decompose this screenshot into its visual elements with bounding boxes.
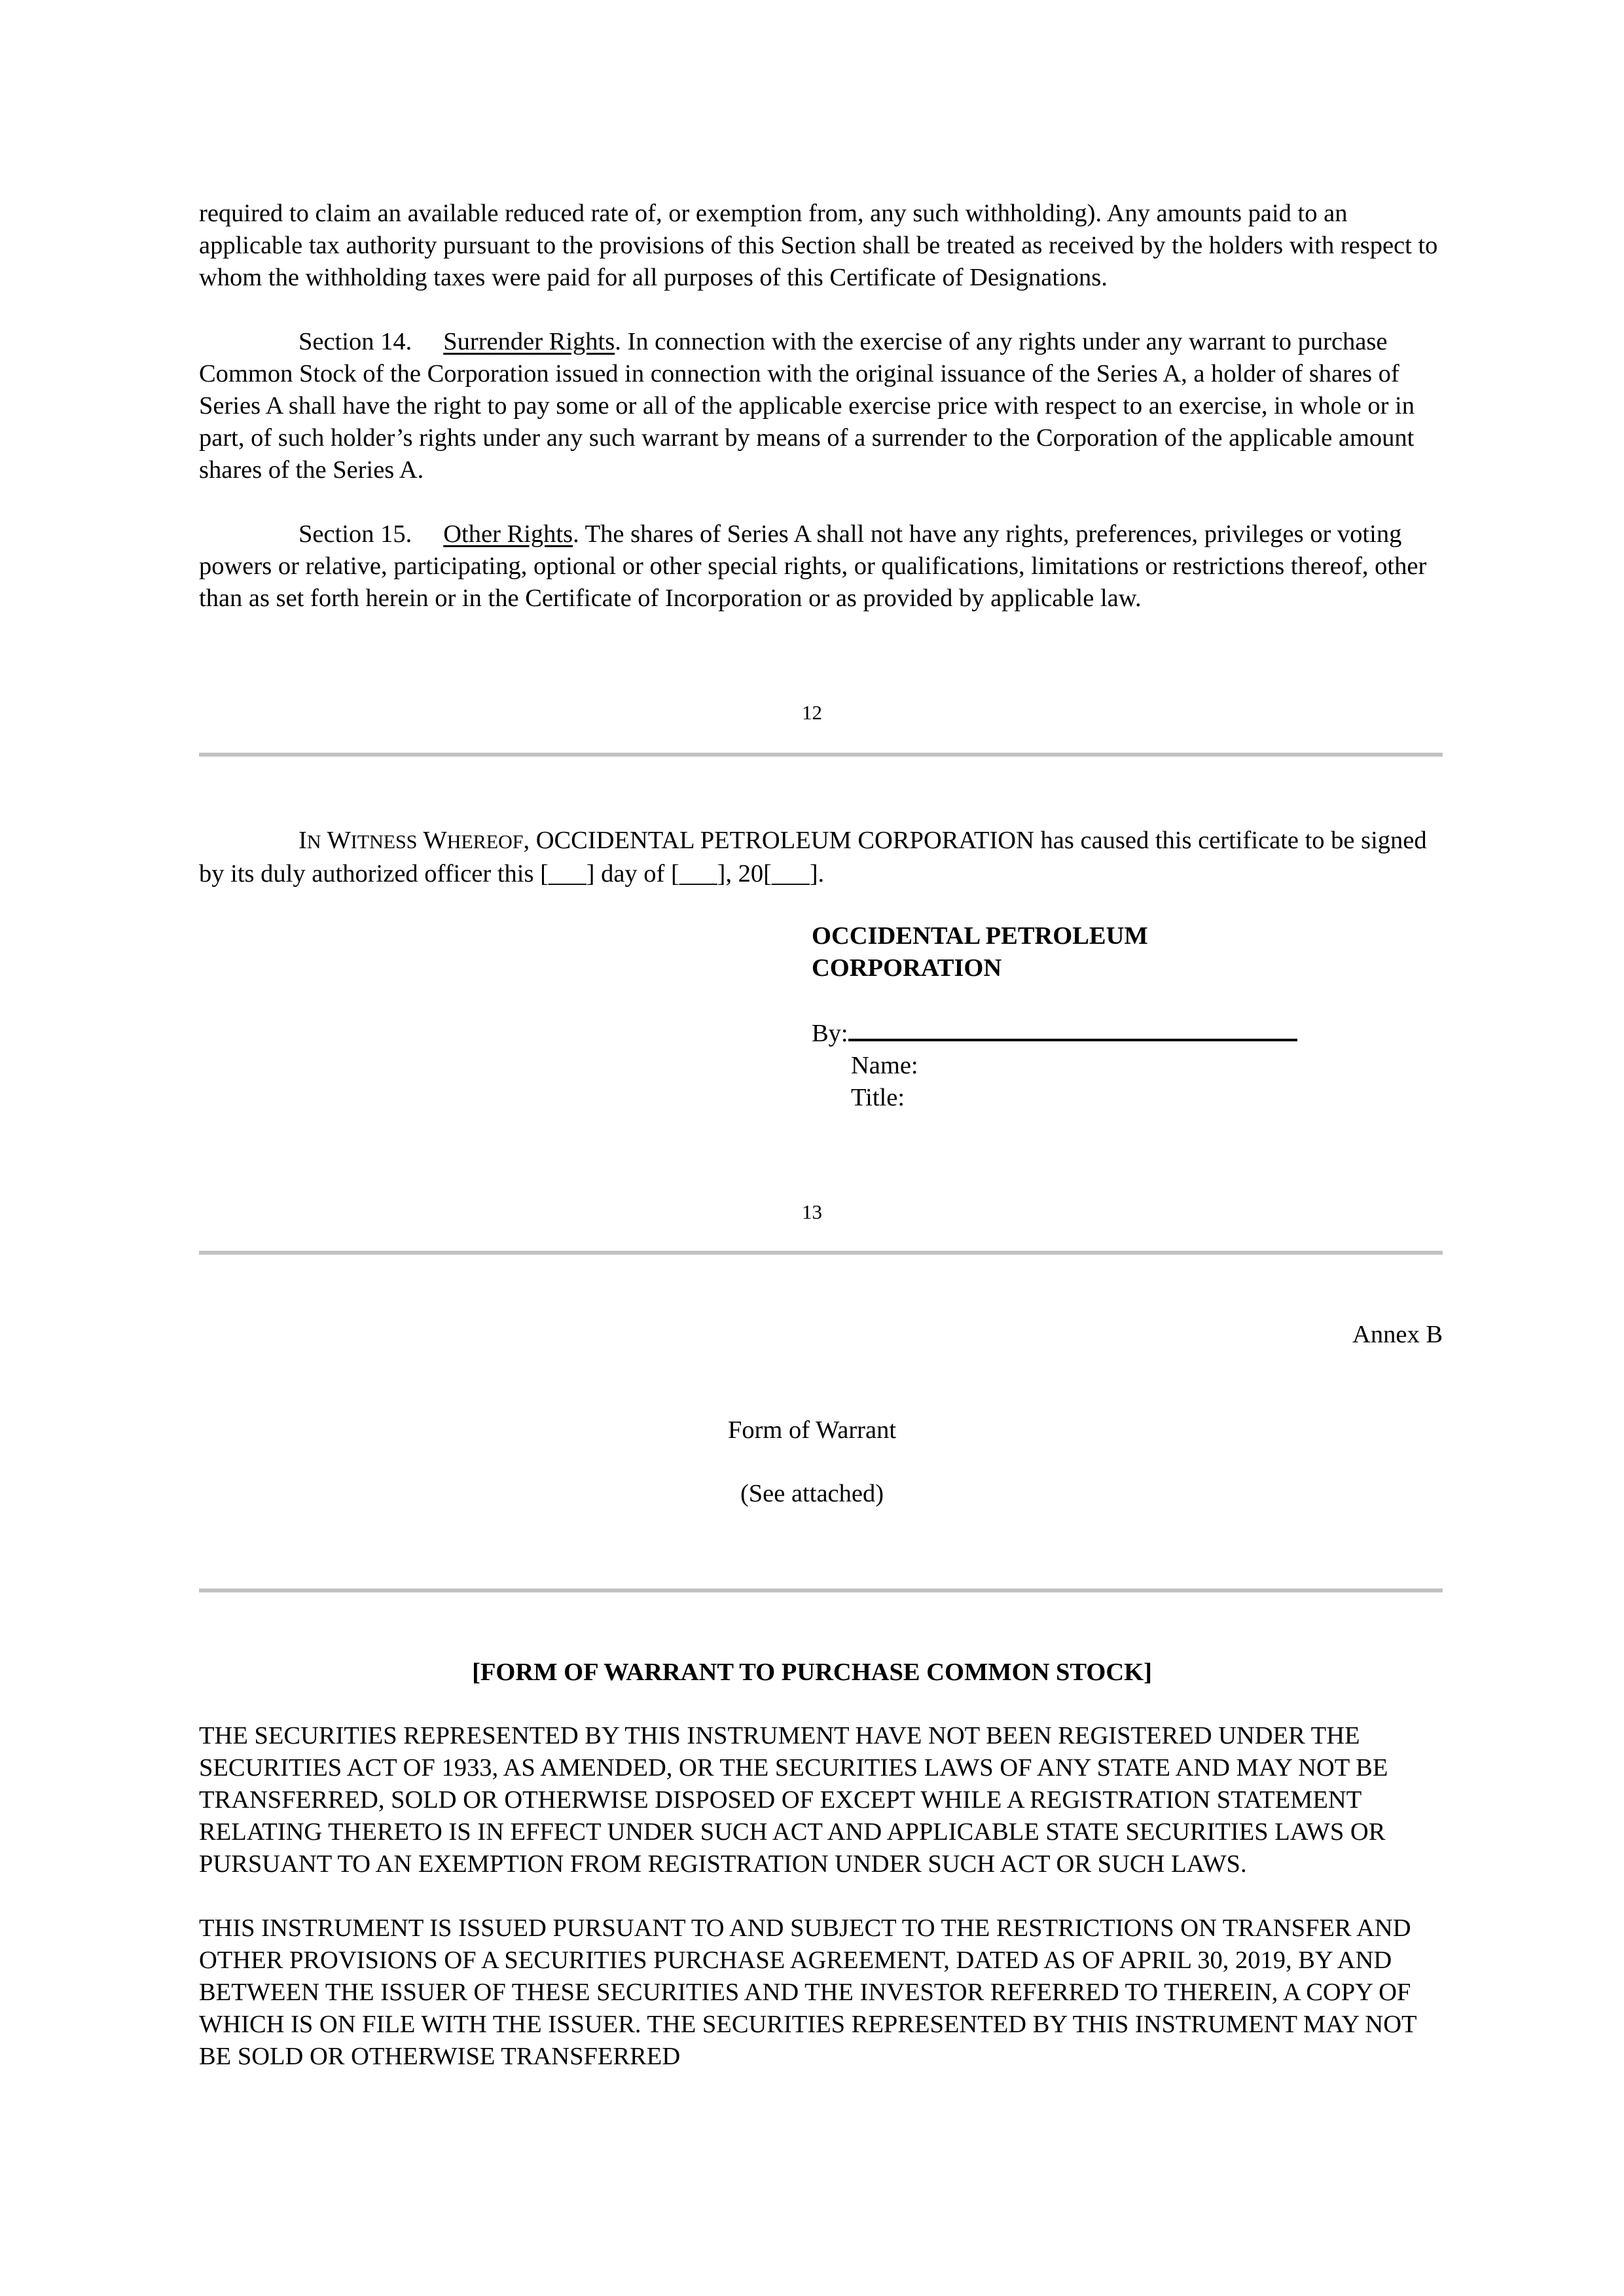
page12-body xyxy=(199,198,1443,615)
section-14-title: Surrender Rights xyxy=(443,328,615,355)
witness-text: , OCCIDENTAL PETROLEUM CORPORATION has caused this certificate to be signed by its duly authorized officer this [___] day of [___], 20[___]. xyxy=(199,827,1427,888)
company-name-line-1: OCCIDENTAL PETROLEUM xyxy=(812,922,1148,950)
transfer-restriction-paragraph: THIS INSTRUMENT IS ISSUED PURSUANT TO AND SUBJECT TO THE RESTRICTIONS ON TRANSFER AND OTHER PROVISIONS OF A SECURITIES PURCHASE AGREEMENT, DATED AS OF APRIL 30, 2019, BY AND BETWEEN THE ISSUER OF THESE SECURITIES AND THE INVESTOR REFERRED TO THEREIN, A COPY OF WHICH IS ON FILE WITH THE ISSUER. THE SECURITIES REPRESENTED BY THIS INSTRUMENT MAY NOT BE SOLD OR OTHERWISE TRANSFERRED xyxy=(199,1914,1416,2070)
name-label: Name: xyxy=(851,1052,918,1079)
page-number-13: 13 xyxy=(802,1200,822,1223)
page-divider xyxy=(199,1588,1443,1592)
warrant-heading: [FORM OF WARRANT TO PURCHASE COMMON STOCK] xyxy=(472,1659,1152,1686)
company-name-line-2: CORPORATION xyxy=(812,954,1002,982)
by-line xyxy=(812,1016,1440,1050)
page13-body xyxy=(199,825,1443,890)
annex-note: (See attached) xyxy=(740,1480,884,1507)
section-14-text: . In connection with the exercise of any rights under any warrant to purchase Common Stock of the Corporation issued in connection with the original issuance of the Series A, a holder of shares of Series A shall have the right to pay some or all of the applicable exercise price with respect to an exercise, in whole or in part, of such holder’s rights under any such warrant by means of a surrender to the Corporation of the applicable amount shares of the Series A. xyxy=(199,328,1415,484)
witness-sc-rest: ITNESS xyxy=(350,831,418,853)
section-15-paragraph xyxy=(199,518,1443,615)
page-number-12: 12 xyxy=(802,701,822,724)
signature-line xyxy=(848,1016,1297,1041)
section-15-title: Other Rights xyxy=(443,520,573,548)
warrant-body xyxy=(199,1720,1443,2073)
section-14-paragraph xyxy=(199,326,1443,486)
withholding-continuation-paragraph: required to claim an available reduced rate of, or exemption from, any such withholding). Any amounts paid to an applicable tax authority pursuant to the provisions of this Section shall be treated as received by the holders with respect to whom the withholding taxes were paid for all purposes of this Certificate of Designations. xyxy=(199,200,1438,291)
witness-sc-letter: I xyxy=(298,827,307,854)
page-divider xyxy=(199,753,1443,757)
witness-sc-rest: N xyxy=(306,831,321,853)
page-divider xyxy=(199,1251,1443,1255)
annex-title: Form of Warrant xyxy=(727,1416,897,1444)
witness-sc-letter: W xyxy=(327,827,351,854)
witness-sc-letter: W xyxy=(423,827,447,854)
signature-block xyxy=(812,920,1440,1114)
section-15-text: . The shares of Series A shall not have any rights, preferences, privileges or voting powers or relative, participating, optional or other special rights, or qualifications, limitations or restrictions thereof, other than as set forth herein or in the Certificate of Incorporation or as provided by applicable law. xyxy=(199,520,1427,612)
section-15-number: Section 15. xyxy=(298,520,412,548)
title-label: Title: xyxy=(851,1084,905,1111)
witness-paragraph xyxy=(199,825,1443,890)
by-label: By: xyxy=(812,1020,848,1047)
annex-label: Annex B xyxy=(1352,1321,1443,1348)
section-14-number: Section 14. xyxy=(298,328,412,355)
securities-legend-paragraph: THE SECURITIES REPRESENTED BY THIS INSTRUMENT HAVE NOT BEEN REGISTERED UNDER THE SECURITIES ACT OF 1933, AS AMENDED, OR THE SECURITIES LAWS OF ANY STATE AND MAY NOT BE TRANSFERRED, SOLD OR OTHERWISE DISPOSED OF EXCEPT WHILE A REGISTRATION STATEMENT RELATING THERETO IS IN EFFECT UNDER SUCH ACT AND APPLICABLE STATE SECURITIES LAWS OR PURSUANT TO AN EXEMPTION FROM REGISTRATION UNDER SUCH ACT OR SUCH LAWS. xyxy=(199,1722,1388,1878)
witness-sc-rest: HEREOF xyxy=(446,831,524,853)
